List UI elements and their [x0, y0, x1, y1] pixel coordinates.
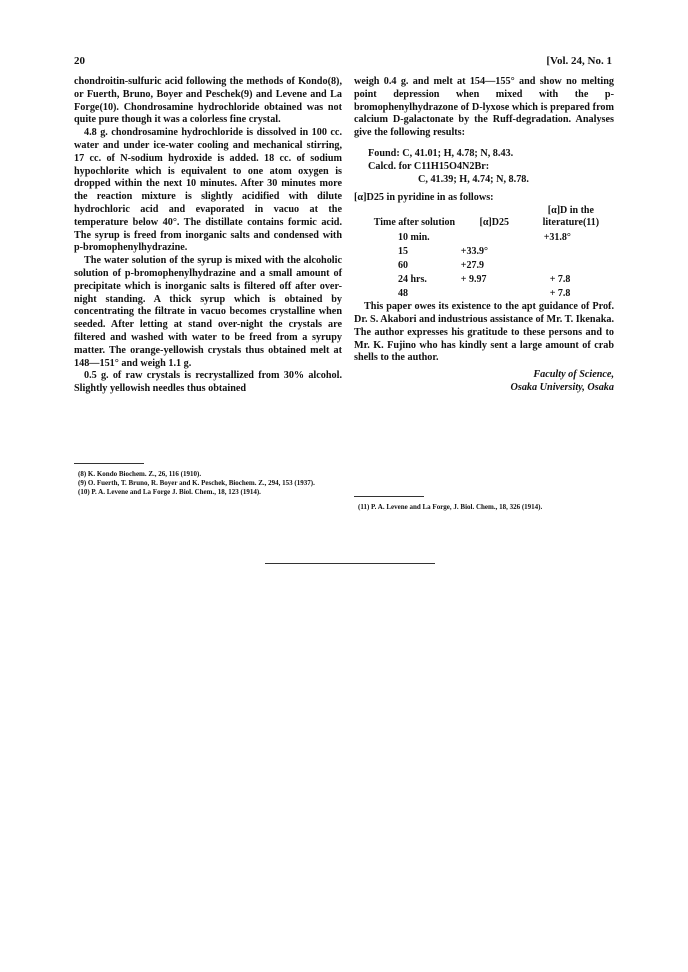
table-cell: +33.9°	[460, 246, 488, 258]
table-row	[372, 287, 614, 301]
table-cell	[461, 231, 532, 245]
paragraph: 4.8 g. chondrosamine hydrochloride is dissolved in 100 cc. water and under ice-water cooling and mechanical stirring, 17 cc. of N-sodium hydroxide is added. 18 cc. of sodium hypochlorite which is equivalent to one atom oxygen is dropped within the next 10 minutes. After 30 minutes more the reaction mixture is slightly acidified with dilute hydrochloric acid and evaporated in vacuo at the temperature below 40°. The distillate contains formic acid. The syrup is freed from inorganic salts and condensed with p-bromophenylhydrazine.	[74, 127, 342, 254]
paragraph: The water solution of the syrup is mixed with the alcoholic solution of p-bromophenylhydrazine and a small amount of precipitate which is inorganic salts is filtered off after over-night standing. A thick syrup which is obtained by concentrating the filtrate in vacuo becomes crystalline when seeded. After letting at stand over-night the crystals are filtered and washed with water to be freed from a syrupy matter. The orange-yellowish crystals thus obtained melt at 148—151° and weigh 1.1 g.	[74, 255, 342, 369]
footnote-11: (11) P. A. Levene and La Forge, J. Biol. Chem., 18, 326 (1914).	[358, 503, 543, 511]
rotation-table	[372, 205, 614, 301]
table-cell	[532, 245, 614, 259]
table-cell: 15	[398, 246, 408, 258]
table-cell	[532, 259, 614, 273]
paragraph: weigh 0.4 g. and melt at 154—155° and show no melting point depression when mixed with the p-bromophenylhydrazone of D-lyxose which is prepared from calcium D-galactonate by the Ruff-degradation. Analyses give the following results:	[354, 76, 614, 139]
found-values: Found: C, 41.01; H, 4.78; N, 8.43.	[368, 147, 514, 159]
calcd-values: C, 41.39; H, 4.74; N, 8.78.	[418, 173, 529, 185]
end-rule	[265, 563, 435, 564]
column-header: [α]D25	[479, 217, 509, 229]
paragraph: 0.5 g. of raw crystals is recrystallized from 30% alcohol. Slightly yellowish needles thus obtained	[74, 370, 342, 395]
table-row	[372, 231, 614, 245]
table-cell: + 9.97	[460, 274, 487, 286]
acknowledgement: This paper owes its existence to the apt guidance of Prof. Dr. S. Akabori and industrious assistance of Mr. T. Ikenaka. The author expresses his gratitude to these persons and to Mr. K. Fujino who has kindly sent a large amount of crab shells to the author.	[354, 301, 614, 364]
table-cell: 10 min.	[398, 232, 430, 244]
page-header	[74, 55, 612, 71]
table-cell: 24 hrs.	[398, 274, 427, 286]
table-cell: +27.9	[460, 260, 484, 272]
analysis-results	[354, 148, 614, 186]
table-cell: +31.8°	[543, 232, 571, 244]
page-number: 20	[74, 55, 85, 67]
footnote-10: (10) P. A. Levene and La Forge J. Biol. Chem., 18, 123 (1914).	[78, 488, 261, 496]
table-cell: 48	[398, 288, 408, 300]
table-header-row	[372, 205, 614, 231]
footnote-rule	[74, 463, 144, 464]
table-row	[372, 259, 614, 273]
paragraph: chondroitin-sulfuric acid following the methods of Kondo(8), or Fuerth, Bruno, Boyer and Peschek(9) and Levene and La Forge(10). Chondrosamine hydrochloride obtained was not quite pure though it was a colorless fine crystal.	[74, 76, 342, 126]
footnote-9: (9) O. Fuerth, T. Bruno, R. Boyer and K. Peschek, Biochem. Z., 294, 153 (1937).	[78, 479, 315, 487]
left-column	[74, 76, 342, 396]
column-header: Time after solution	[373, 217, 456, 229]
table-cell: 60	[398, 260, 408, 272]
volume-label: [Vol. 24, No. 1	[546, 55, 612, 67]
footnote-8: (8) K. Kondo Biochem. Z., 26, 116 (1910).	[78, 470, 202, 478]
footnotes-left	[78, 470, 338, 497]
right-column	[354, 76, 614, 395]
footnote-rule	[354, 496, 424, 497]
affiliation-university: Osaka University, Osaka	[510, 381, 614, 393]
affiliation-faculty: Faculty of Science,	[533, 369, 614, 381]
table-row	[372, 273, 614, 287]
footnotes-right	[358, 503, 610, 512]
table-row	[372, 245, 614, 259]
table-cell: + 7.8	[549, 274, 571, 286]
rotation-line: [α]D25 in pyridine in as follows:	[354, 192, 494, 204]
affiliation	[354, 369, 614, 395]
column-header: [α]D in the literature(11)	[542, 205, 600, 229]
calcd-formula: Calcd. for C11H15O4N2Br:	[368, 160, 490, 172]
table-cell	[461, 287, 532, 301]
table-cell: + 7.8	[549, 288, 571, 300]
